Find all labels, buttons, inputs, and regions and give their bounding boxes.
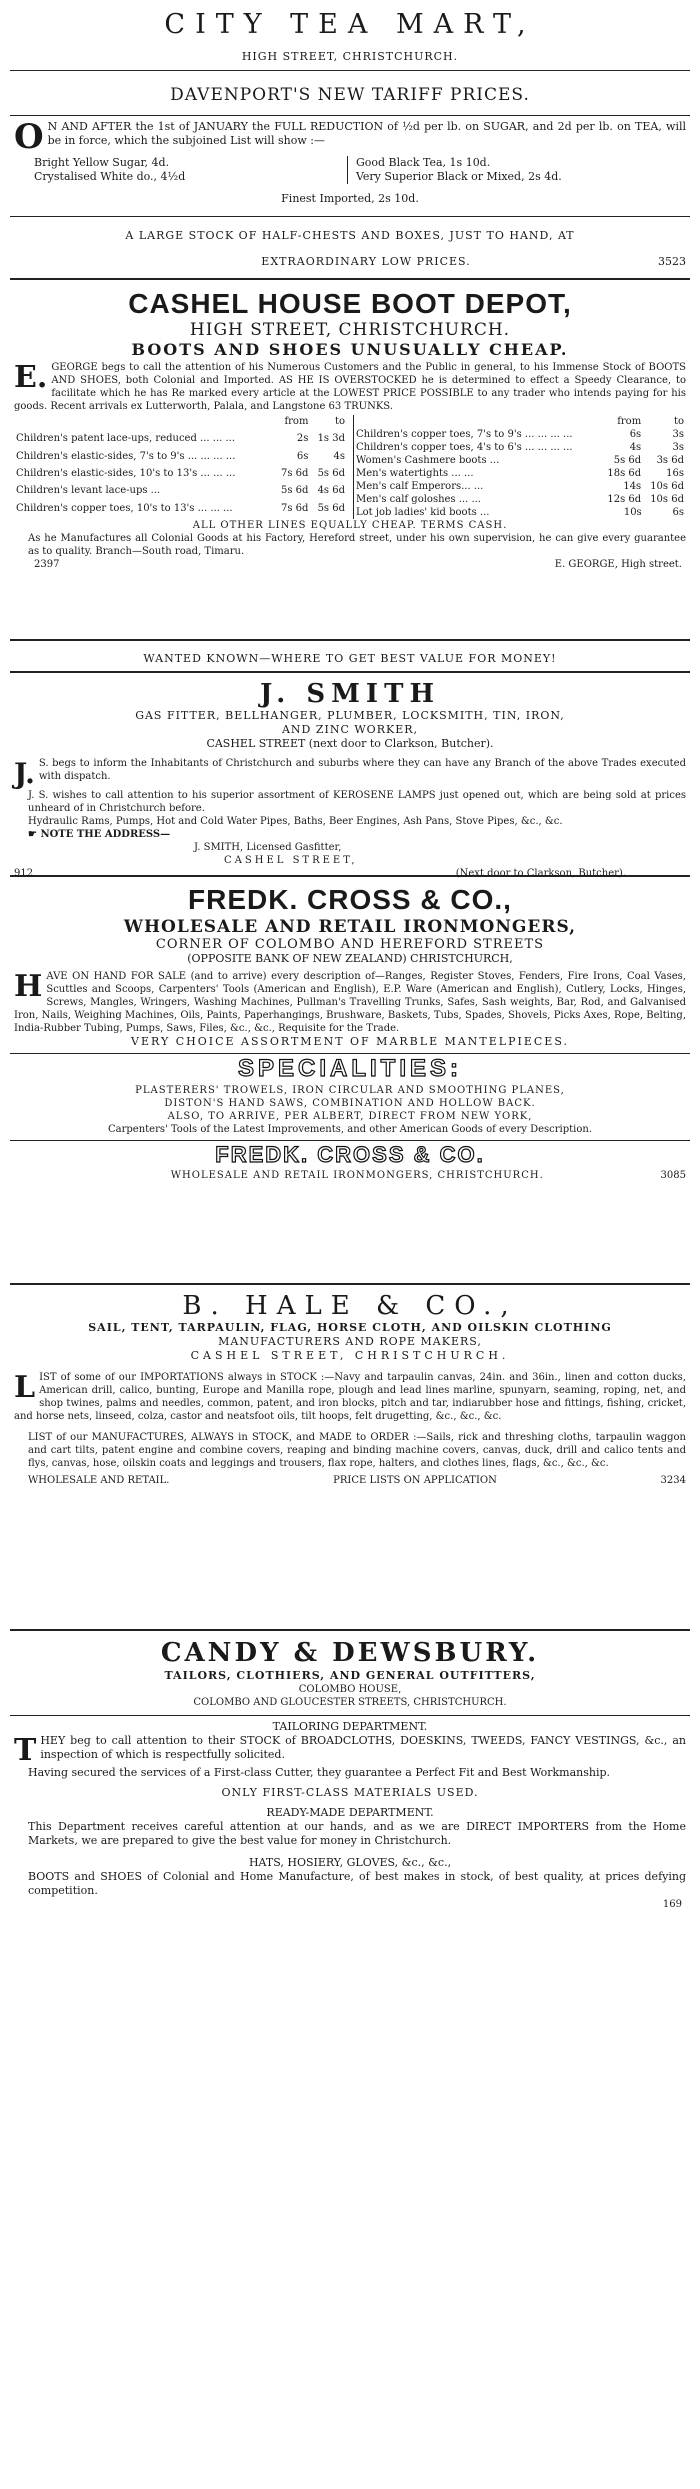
- tea-ref: 3523: [658, 255, 686, 268]
- hale-ref: 3234: [660, 1475, 686, 1486]
- candy-tailoring: TAILORING DEPARTMENT.: [272, 1720, 428, 1733]
- smith-body1: S. begs to inform the Inhabitants of Christchurch and suburbs where they can have any Branch of the above Trades executed with dispatch.: [38, 758, 686, 782]
- cross-spec2: DISTON'S HAND SAWS, COMBINATION AND HOLLOW BACK.: [164, 1098, 536, 1109]
- candy-body2: Having secured the services of a First-class Cutter, they guarantee a Perfect Fit and Best Workmanship.: [28, 1766, 611, 1779]
- cross-corner: CORNER OF COLOMBO AND HEREFORD STREETS: [155, 937, 545, 952]
- ad-fredk-cross: [10, 877, 690, 1285]
- tea-title: CITY TEA MART,: [164, 9, 536, 40]
- price-row: Men's calf goloshes ... ... 12s 6d 10s 6d: [356, 494, 684, 505]
- cashel-footer: As he Manufactures all Colonial Goods at his Factory, Hereford street, under his own supervision, he can give every guarantee as to quality. Branch—South road, Timaru.: [28, 533, 686, 557]
- smith-sign3: (Next door to Clarkson, Butcher).: [455, 868, 626, 879]
- cross-spec4: Carpenters' Tools of the Latest Improvements, and other American Goods of every Description.: [107, 1124, 592, 1135]
- cross-marble: VERY CHOICE ASSORTMENT OF MARBLE MANTELPIECES.: [131, 1035, 569, 1048]
- hale-address: CASHEL STREET, CHRISTCHURCH.: [190, 1349, 510, 1362]
- smith-body2: J. S. wishes to call attention to his superior assortment of KEROSENE LAMPS just opened out, which are being sold at prices unheard of in Christchurch before.: [28, 790, 686, 814]
- cashel-subtitle: BOOTS AND SHOES UNUSUALLY CHEAP.: [131, 340, 569, 359]
- cashel-title: CASHEL HOUSE BOOT DEPOT,: [128, 288, 572, 319]
- smith-drop-cap: J.: [14, 757, 35, 790]
- cashel-address: HIGH STREET, CHRISTCHURCH.: [189, 320, 511, 340]
- tea-stock-line2: EXTRAORDINARY LOW PRICES.: [261, 255, 471, 268]
- hale-body1: [14, 1371, 686, 1423]
- cross-body-text: AVE ON HAND FOR SALE (and to arrive) every description of—Ranges, Register Stoves, Fenders, Fire Irons, Coal Vases, Scuttles and Scoops, Carpenters' Tools (American and English), E.P. Ware (American and English), Cutlery, Locks, Hinges, Screws, Mangles, Wringers, Washing Machines, Pullman's Travelling Trunks, Safes, Sash weights, Bar, Rod, and Galvanised Iron, Nails, Weighing Machines, Oils, Paints, Paperhangings, Brushware, Baskets, Tubs, Spades, Shovels, Picks Axes, Rope, Belting, India-Rubber Tubing, Pumps, Saws, Files, &c., &c., Requisite for the Trade.: [14, 971, 686, 1034]
- candy-only: ONLY FIRST-CLASS MATERIALS USED.: [221, 1786, 479, 1799]
- cashel-body-text: GEORGE begs to call the attention of his Numerous Customers and the Public in general, to his Immense Stock of BOOTS AND SHOES, both Colonial and Imported. AS HE IS OVERSTOCKED he is determined to effect a Speedy Clearance, to facilitate which he has Re marked every article at the LOWEST PRICE POSSIBLE to any trader who intends paying for his goods. Recent arrivals ex Lutterworth, Palala, and Langstone 63 TRUNKS.: [14, 362, 686, 412]
- cross-spec1: PLASTERERS' TROWELS, IRON CIRCULAR AND SMOOTHING PLANES,: [135, 1085, 565, 1096]
- cashel-terms: ALL OTHER LINES EQUALLY CHEAP. TERMS CASH.: [192, 520, 508, 531]
- cross-title: FREDK. CROSS & CO.,: [188, 884, 512, 915]
- tea-subtitle: DAVENPORT'S NEW TARIFF PRICES.: [170, 85, 530, 105]
- cross-ref: 3085: [660, 1170, 686, 1181]
- tea-body: [14, 117, 686, 157]
- tea-finest: Finest Imported, 2s 10d.: [281, 192, 419, 205]
- tea-price-item: Very Superior Black or Mixed, 2s 4d.: [355, 170, 562, 183]
- hale-foot-mid: PRICE LISTS ON APPLICATION: [333, 1475, 497, 1486]
- candy-boots: BOOTS and SHOES of Colonial and Home Manufacture, of best makes in stock, of best quality, at prices defying competition.: [28, 1870, 686, 1897]
- cashel-price-left: [14, 415, 347, 519]
- price-row: Children's copper toes, 4's to 6's ... ... ... ... 4s 3s: [356, 442, 684, 453]
- hale-trades1: SAIL, TENT, TARPAULIN, FLAG, HORSE CLOTH, AND OILSKIN CLOTHING: [88, 1321, 612, 1334]
- price-row: Men's calf Emperors... ... 14s 10s 6d: [356, 481, 684, 492]
- smith-title: J. SMITH: [259, 679, 441, 709]
- ad-cashel-house: [10, 280, 690, 641]
- price-row: Children's elastic-sides, 10's to 13's ... ... ... 7s 6d 5s 6d: [16, 467, 345, 479]
- cashel-ref: 2397: [34, 559, 60, 570]
- price-row: Children's copper toes, 10's to 13's ... ... ... 7s 6d 5s 6d: [16, 502, 345, 514]
- price-row: Women's Cashmere boots ... 5s 6d 3s 6d: [356, 455, 684, 466]
- ad-b-hale: [10, 1285, 690, 1631]
- smith-note: ☛ NOTE THE ADDRESS—: [28, 829, 171, 840]
- cashel-body: [14, 361, 686, 413]
- candy-ready: READY-MADE DEPARTMENT.: [266, 1806, 434, 1819]
- price-row: Children's patent lace-ups, reduced ... ... ... 2s 1s 3d: [16, 433, 345, 445]
- candy-house: COLOMBO HOUSE,: [298, 1684, 402, 1695]
- tea-price-item: Bright Yellow Sugar, 4d.: [34, 156, 170, 169]
- hale-drop-cap: L: [14, 1370, 36, 1405]
- price-row: Children's elastic-sides, 7's to 9's ... ... ... ... 6s 4s: [16, 450, 345, 462]
- candy-title: CANDY & DEWSBURY.: [160, 1638, 540, 1668]
- smith-trades2: AND ZINC WORKER,: [281, 723, 419, 736]
- col-to: to: [673, 416, 684, 427]
- col-from: from: [284, 416, 309, 427]
- smith-sign1: J. SMITH, Licensed Gasfitter,: [194, 842, 342, 853]
- hale-trades2: MANUFACTURERS AND ROPE MAKERS,: [218, 1335, 482, 1348]
- ad-city-tea-mart: [10, 0, 690, 280]
- smith-ref: 912: [14, 868, 34, 879]
- col-from: from: [617, 416, 642, 427]
- cashel-price-table: [14, 415, 686, 519]
- hale-title: B. HALE & CO.,: [182, 1291, 518, 1321]
- hale-body1-text: IST of some of our IMPORTATIONS always in STOCK :—Navy and tarpaulin canvas, 24in. and 36in., linen and cotton ducks, American drill, calico, bunting, Europe and Manilla rope, plough and lead lines marline, spunyarn, seaming, roping, net, and shop twines, palms and needles, common, patent, and iron blocks, pitch and tar, indiarubber hose and fittings, fishing, cricket, and horse nets, linseed, colza, castor and neatsfoot oils, tilt hoops, felt drugetting, &c., &c., &c.: [14, 1372, 686, 1422]
- smith-sign2: CASHEL STREET,: [224, 855, 358, 866]
- tea-drop-cap: O: [14, 117, 44, 157]
- cashel-price-right: [353, 415, 686, 519]
- tea-body-text: N AND AFTER the 1st of JANUARY the FULL REDUCTION of ½d per lb. on SUGAR, and 2d per lb. on TEA, will be in force, which the subjoined List will show :—: [47, 120, 686, 147]
- tea-address: HIGH STREET, CHRISTCHURCH.: [241, 50, 459, 63]
- cashel-drop-cap: E.: [14, 360, 48, 395]
- candy-streets: COLOMBO AND GLOUCESTER STREETS, CHRISTCHURCH.: [193, 1697, 507, 1708]
- tea-price-item: Crystalised White do., 4½d: [34, 170, 186, 183]
- tea-stock-line1: A LARGE STOCK OF HALF-CHESTS AND BOXES, JUST TO HAND, AT: [125, 229, 575, 242]
- candy-ref: 169: [662, 1899, 682, 1910]
- hale-body2: LIST of our MANUFACTURES, ALWAYS in STOCK, and MADE to ORDER :—Sails, rick and threshing cloths, tarpaulin waggon and cart tilts, patent engine and combine covers, reaping and binding machine covers, canvas, duck, drill and calico tents and flys, canvas, hose, oilskin coats and leggings and trousers, flax rope, halters, and clothes lines, flags, &c., &c., &c.: [28, 1432, 686, 1469]
- smith-address: CASHEL STREET (next door to Clarkson, Butcher).: [206, 737, 494, 750]
- price-row: Children's copper toes, 7's to 9's ... ... ... ... 6s 3s: [356, 429, 684, 440]
- candy-body1-text: HEY beg to call attention to their STOCK of BROADCLOTHS, DOESKINS, TWEEDS, FANCY VESTINGS, &c., an inspection of which is respectfully solicited.: [40, 1734, 686, 1761]
- ad-j-smith: [10, 673, 690, 877]
- price-row: Children's levant lace-ups ... 5s 6d 4s 6d: [16, 485, 345, 497]
- cashel-sign: E. GEORGE, High street.: [554, 559, 682, 570]
- hale-foot-left: WHOLESALE AND RETAIL.: [28, 1475, 170, 1486]
- smith-body: [14, 757, 686, 790]
- cross-spec-title: SPECIALITIES:: [237, 1055, 463, 1082]
- cross-spec3: ALSO, TO ARRIVE, PER ALBERT, DIRECT FROM NEW YORK,: [167, 1111, 533, 1122]
- cross-opposite: (OPPOSITE BANK OF NEW ZEALAND) CHRISTCHURCH,: [187, 952, 513, 965]
- smith-body3: Hydraulic Rams, Pumps, Hot and Cold Water Pipes, Baths, Beer Engines, Ash Pans, Stove Pipes, &c., &c.: [28, 816, 563, 827]
- cross-subtitle: WHOLESALE AND RETAIL IRONMONGERS,: [123, 917, 577, 937]
- candy-subtitle: TAILORS, CLOTHIERS, AND GENERAL OUTFITTERS,: [164, 1669, 536, 1682]
- cross-body: [14, 970, 686, 1035]
- smith-trades1: GAS FITTER, BELLHANGER, PLUMBER, LOCKSMITH, TIN, IRON,: [135, 709, 565, 722]
- tea-price-item: Good Black Tea, 1s 10d.: [355, 156, 491, 169]
- ad-candy-dewsbury: [10, 1631, 690, 2031]
- price-row: Men's watertights ... ... 18s 6d 16s: [356, 468, 684, 479]
- cross-sub2: WHOLESALE AND RETAIL IRONMONGERS, CHRISTCHURCH.: [170, 1170, 544, 1181]
- wanted-text: WANTED KNOWN—WHERE TO GET BEST VALUE FOR MONEY!: [143, 652, 557, 665]
- col-to: to: [334, 416, 345, 427]
- cross-title2: FREDK. CROSS & CO.: [215, 1142, 485, 1167]
- cross-drop-cap: H: [14, 969, 43, 1004]
- candy-body3: This Department receives careful attention at our hands, and as we are DIRECT IMPORTERS from the Home Markets, we are prepared to give the best value for money in Christchurch.: [28, 1820, 686, 1847]
- tea-price-list: [34, 156, 686, 184]
- ad-wanted-known: [10, 641, 690, 673]
- price-row: Lot job ladies' kid boots ... 10s 6s: [356, 507, 684, 518]
- candy-drop-cap: T: [14, 1733, 37, 1768]
- candy-body1: [14, 1733, 686, 1768]
- candy-hats: HATS, HOSIERY, GLOVES, &c., &c.,: [248, 1856, 452, 1869]
